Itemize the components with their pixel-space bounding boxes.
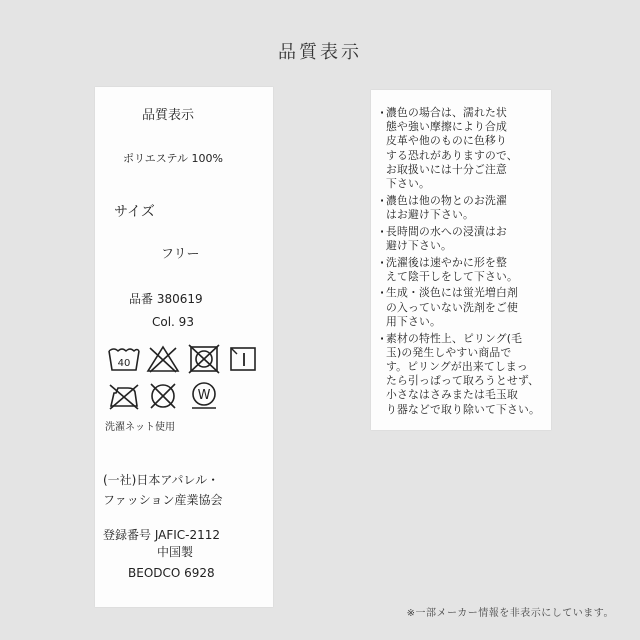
care-label-left — [95, 87, 273, 607]
caution-item — [380, 225, 545, 253]
bullet-icon: · — [380, 255, 385, 269]
caution-item — [380, 106, 545, 191]
size-heading: サイズ — [114, 204, 155, 220]
bullet-icon: · — [380, 224, 385, 238]
caution-text: 洗濯後は速やかに形を整 えて陰干しをして下さい。 — [386, 255, 518, 283]
label-title: 品質表示 — [142, 108, 195, 123]
wash-net-instruction: 洗濯ネット使用 — [105, 422, 175, 433]
caution-text: 濃色の場合は、濡れた状 態や強い摩擦により合成 皮革や他のものに色移り する恐れがありますので、 お取扱いには十分ご注意 下さい。 — [386, 106, 518, 191]
color-code: Col. 93 — [152, 315, 194, 329]
material-composition: ポリエステル 100% — [123, 152, 223, 165]
caution-text: 濃色は他の物とのお洗濯 はお避け下さい。 — [386, 193, 507, 221]
caution-item — [380, 286, 545, 329]
no-tumble-dry-icon — [186, 344, 222, 374]
wash-40-icon — [106, 344, 142, 374]
page-title: 品質表示 — [278, 42, 362, 63]
bullet-icon: · — [380, 106, 385, 119]
caution-item — [380, 332, 545, 417]
care-label-right — [371, 90, 551, 430]
no-bleach-icon — [145, 344, 181, 374]
association-name-line2: ファッション産業協会 — [103, 493, 223, 507]
caution-text: 長時間の水への浸漬はお 避け下さい。 — [386, 224, 507, 252]
bullet-icon: · — [380, 193, 385, 207]
caution-item — [380, 194, 545, 222]
line-dry-icon — [225, 344, 261, 374]
bullet-icon: · — [380, 286, 385, 300]
caution-item — [380, 256, 545, 284]
caution-list — [380, 106, 545, 419]
svg-text:40: 40 — [117, 358, 131, 369]
footnote: ※一部メーカー情報を非表示にしています。 — [406, 608, 614, 619]
wet-clean-icon — [186, 381, 222, 411]
product-number: 品番 380619 — [129, 292, 203, 306]
caution-text: 素材の特性上、ピリング(毛 玉)の発生しやすい商品で す。ピリングが出来てしまっ たら引っぱって取ろうとせず、 小さなはさみまたは毛玉取 り器などで取り除いて下さい。 — [386, 331, 540, 416]
registration-number: 登録番号 JAFIC-2112 — [103, 528, 221, 542]
no-dry-clean-icon — [145, 381, 181, 411]
size-value: フリー — [161, 247, 200, 262]
association-name-line1: (一社)日本アパレル・ — [103, 473, 220, 487]
caution-text: 生成・淡色には蛍光増白剤 の入っていない洗剤をご使 用下さい。 — [386, 286, 518, 328]
company-code: BEODCO 6928 — [128, 566, 215, 580]
country-of-origin: 中国製 — [157, 545, 194, 559]
bullet-icon: · — [380, 331, 385, 345]
no-iron-icon — [106, 381, 142, 411]
svg-text:W: W — [197, 388, 211, 403]
